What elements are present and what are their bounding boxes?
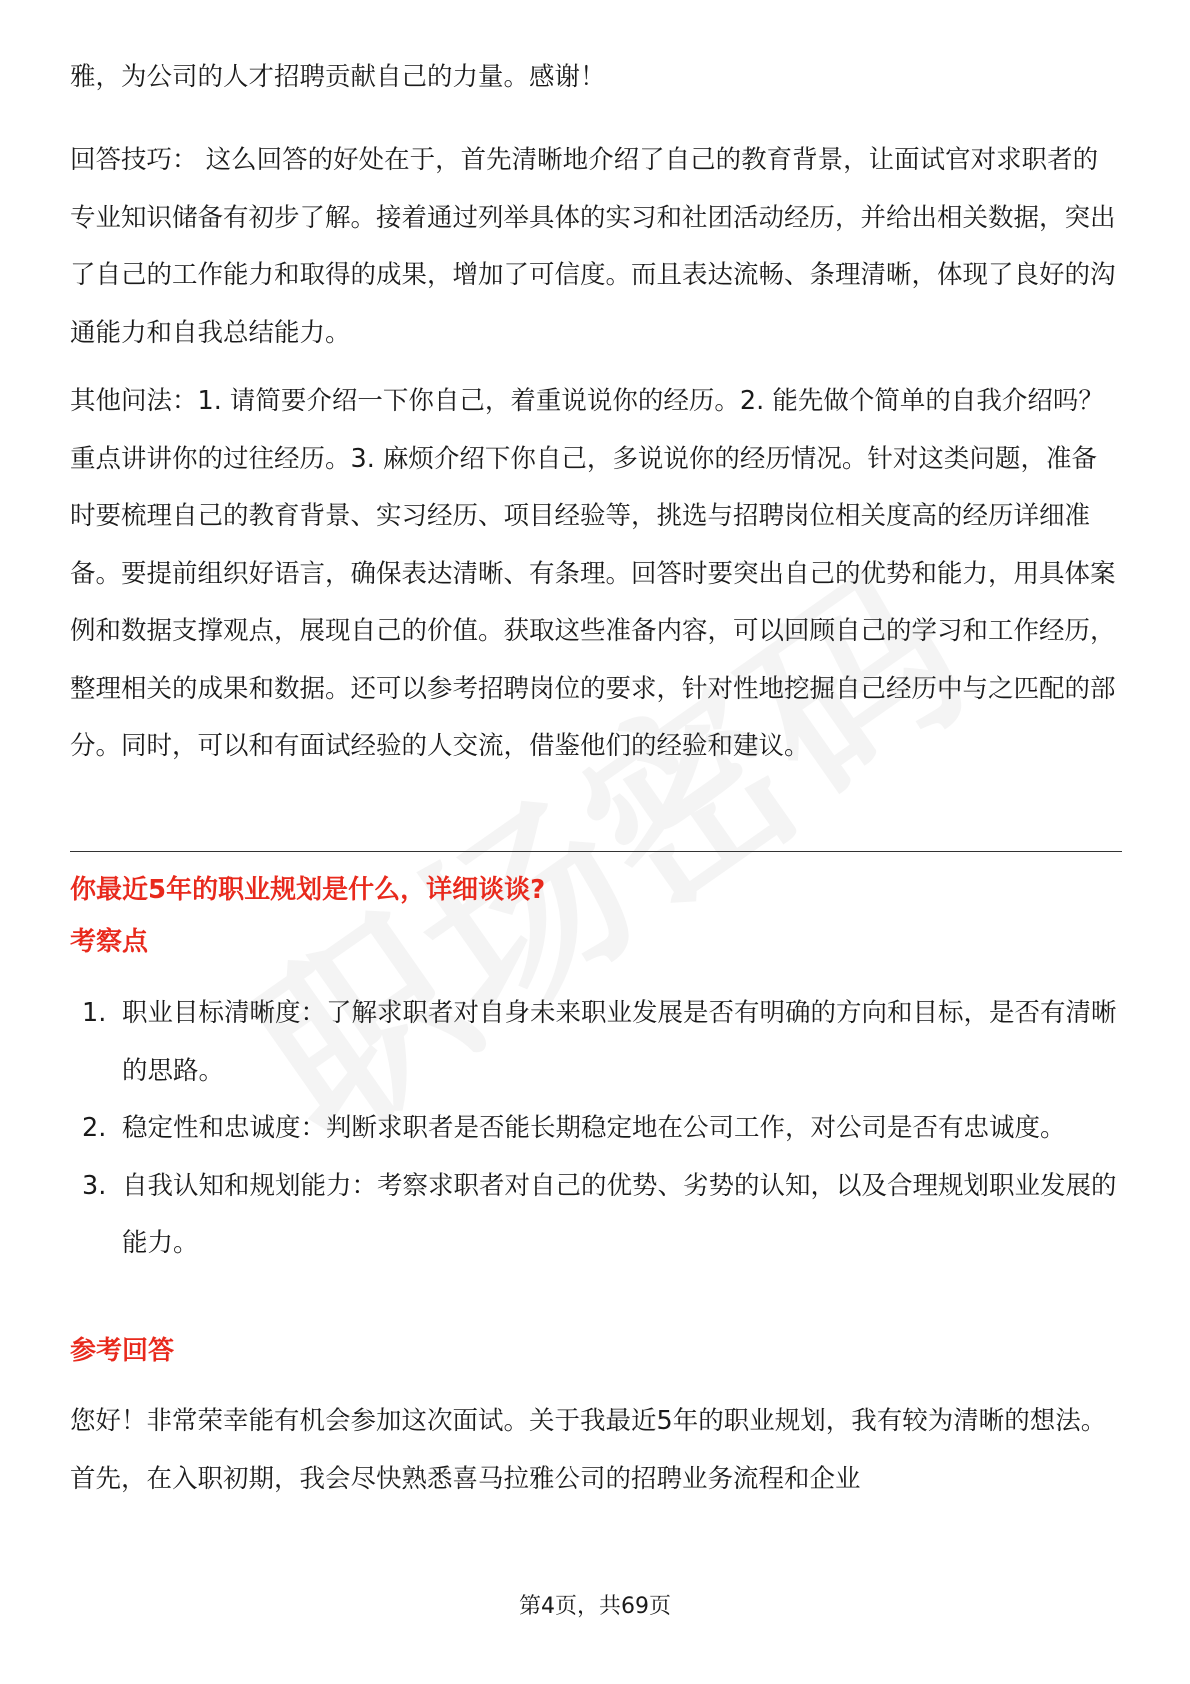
continuation-paragraph: 雅，为公司的人才招聘贡献自己的力量。感谢！ [70,62,606,92]
list-number: 3. [82,1170,107,1201]
reference-answer-paragraph: 您好！非常荣幸能有机会参加这次面试。关于我最近5年的职业规划，我有较为清晰的想法。首先，在入职初期，我会尽快熟悉喜马拉雅公司的招聘业务流程和企业 [70,1406,1107,1494]
list-item [70,985,1122,1100]
answer-tip-paragraph: 回答技巧： 这么回答的好处在于，首先清晰地介绍了自己的教育背景，让面试官对求职者的专业知识储备有初步了解。接着通过列举具体的实习和社团活动经历，并给出相关数据，突出了自己的工作能力和取得的成果，增加了可信度。而且表达流畅、条理清晰，体现了良好的沟通能力和自我总结能力。 [70,145,1116,348]
list-item-text: 自我认知和规划能力：考察求职者对自己的优势、劣势的认知，以及合理规划职业发展的能力。 [122,1170,1117,1258]
section-divider [70,851,1122,852]
list-item [70,1100,1122,1158]
list-item-text: 稳定性和忠诚度：判断求职者是否能长期稳定地在公司工作，对公司是否有忠诚度。 [122,1113,1066,1143]
focus-points-label: 考察点 [70,927,149,957]
list-number: 2. [82,1113,107,1143]
focus-points-list [70,985,1122,1273]
reference-answer-label: 参考回答 [70,1336,175,1366]
list-number: 1. [82,998,107,1028]
list-item-text: 职业目标清晰度：了解求职者对自身未来职业发展是否有明确的方向和目标，是否有清晰的思路。 [122,998,1117,1086]
list-item [70,1158,1122,1273]
other-asks-paragraph: 其他问法：1. 请简要介绍一下你自己，着重说说你的经历。2. 能先做个简单的自我介绍吗？重点讲讲你的过往经历。3. 麻烦介绍下你自己，多说说你的经历情况。针对这类问题，准备时要梳理自己的教育背景、实习经历、项目经验等，挑选与招聘岗位相关度高的经历详细准备。要提前组织好语言，确保表达清晰、有条理。回答时要突出自己的优势和能力，用具体案例和数据支撑观点，展现自己的价值。获取这些准备内容，可以回顾自己的学习和工作经历，整理相关的成果和数据。还可以参考招聘岗位的要求，针对性地挖掘自己经历中与之匹配的部分。同时，可以和有面试经验的人交流，借鉴他们的经验和建议。 [70,386,1116,761]
question-heading: 你最近5年的职业规划是什么，详细谈谈? [70,875,546,905]
page-footer: 第4页，共69页 [519,1594,671,1619]
